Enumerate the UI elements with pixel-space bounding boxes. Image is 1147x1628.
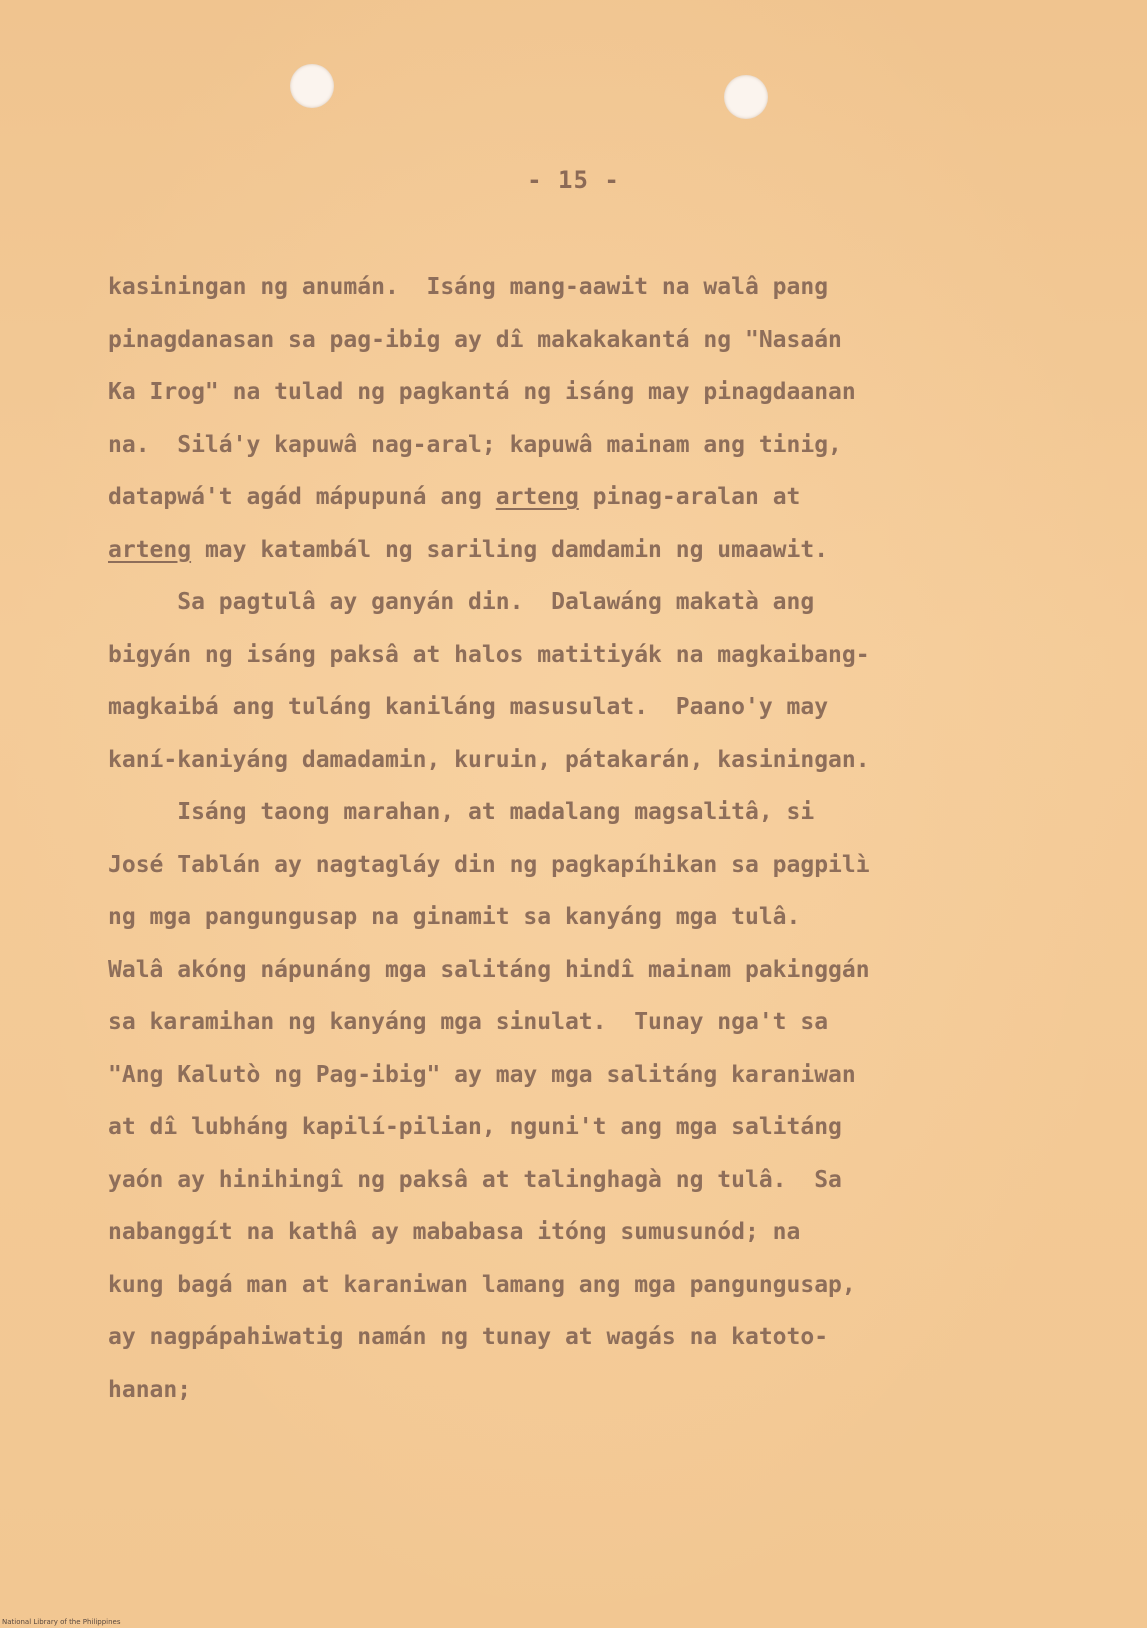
text-line: Walâ akóng nápunáng mga salitáng hindî mainam pakinggán xyxy=(108,956,870,983)
text-line: Isáng taong marahan, at madalang magsalitâ, si xyxy=(108,799,815,825)
text-line xyxy=(108,537,1008,590)
text-line: kasiningan ng anumán. Isáng mang-aawit na walâ pang xyxy=(108,274,829,300)
text-line: José Tablán ay nagtagláy din ng pagkapíhikan sa pagpilì xyxy=(108,851,870,878)
text-line: bigyán ng isáng paksâ at halos matitiyák na magkaibang- xyxy=(108,641,870,668)
text-line: hanan; xyxy=(108,1376,192,1403)
text-line: ng mga pangungusap na ginamit sa kanyáng mga tulâ. xyxy=(108,904,801,930)
text-line: na. Silá'y kapuwâ nag-aral; kapuwâ mainam ang tinig, xyxy=(108,431,842,458)
text-line: at dî lubháng kapilí-pilian, nguni't ang mga salitáng xyxy=(108,1114,842,1140)
text-line: kung bagá man at karaniwan lamang ang mga pangungusap, xyxy=(108,1271,856,1298)
punch-hole-right xyxy=(724,75,768,119)
body-text xyxy=(108,274,1008,1429)
text-line: Sa pagtulâ ay ganyán din. Dalawáng makatà ang xyxy=(108,589,815,615)
text-line xyxy=(108,484,1008,537)
underlined-word: arteng xyxy=(108,536,192,563)
punch-hole-left xyxy=(290,64,334,108)
text-line: sa karamihan ng kanyáng mga sinulat. Tunay nga't sa xyxy=(108,1009,829,1035)
underlined-word: arteng xyxy=(495,484,579,510)
text-line: kaní-kaniyáng damadamin, kuruin, pátakarán, kasiningan. xyxy=(108,746,870,773)
text-line: magkaibá ang tuláng kaniláng masusulat. Paano'y may xyxy=(108,694,829,720)
footer-credit: National Library of the Philippines xyxy=(2,1618,121,1626)
text-segment: datapwá't agád mápupuná ang xyxy=(108,484,496,510)
text-line: ay nagpápahiwatig namán ng tunay at wagás na katoto- xyxy=(108,1324,829,1350)
text-line: nabanggít na kathâ ay mababasa itóng sumusunód; na xyxy=(108,1219,801,1245)
text-line: "Ang Kalutò ng Pag-ibig" ay may mga salitáng karaniwan xyxy=(108,1061,856,1088)
text-line: pinagdanasan sa pag-ibig ay dî makakakantá ng "Nasaán xyxy=(108,326,842,353)
text-segment: pinag-aralan at xyxy=(578,484,801,510)
page-number: - 15 - xyxy=(527,166,620,194)
text-line: yaón ay hinihingî ng paksâ at talinghagà ng tulâ. Sa xyxy=(108,1166,842,1193)
text-segment: may katambál ng sariling damdamin ng umaawit. xyxy=(191,536,829,563)
text-line: Ka Irog" na tulad ng pagkantá ng isáng may pinagdaanan xyxy=(108,379,856,405)
